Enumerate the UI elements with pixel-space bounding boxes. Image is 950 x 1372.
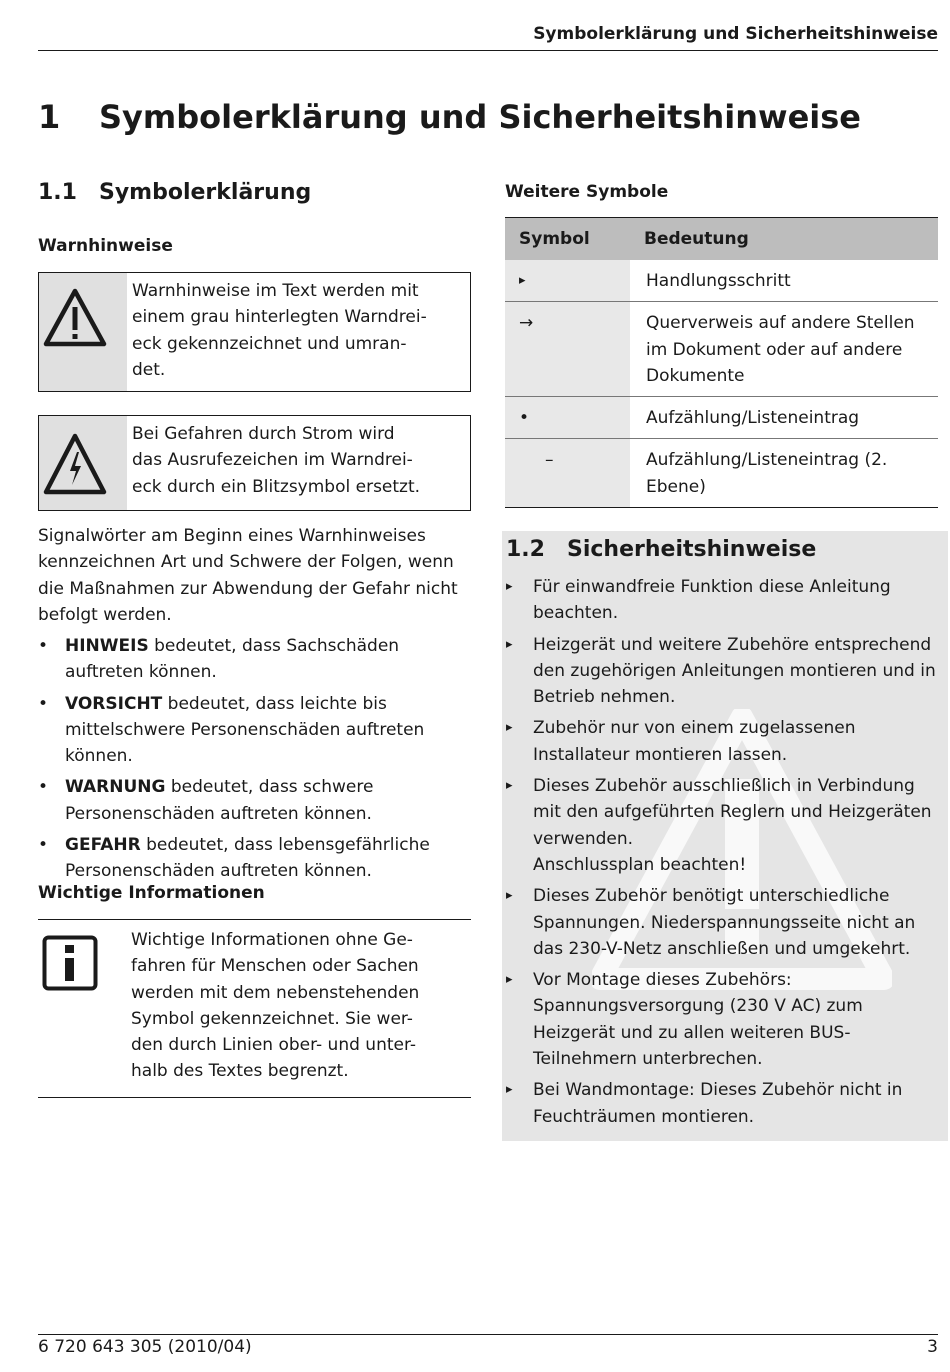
running-header bbox=[38, 24, 938, 51]
column-symbol-header: Symbol bbox=[505, 218, 630, 261]
electric-icon-cell bbox=[39, 416, 127, 510]
section-1-1-number: 1.1 bbox=[38, 180, 77, 205]
safety-box bbox=[502, 531, 948, 1141]
list-item: ▸ Vor Montage dieses Zubehörs: Spannungsversorgung (230 V AC) zum Heizgerät und zu allen weiteren BUS-Teilnehmern unterbrechen. bbox=[506, 967, 942, 1072]
signal-word-text: bedeutet, dass Sachschäden auftreten können. bbox=[65, 636, 400, 683]
info-heading: Wichtige Informationen bbox=[38, 883, 265, 903]
safety-list bbox=[506, 574, 942, 1135]
table-row bbox=[505, 397, 938, 439]
signal-word: WARNUNG bbox=[65, 777, 166, 798]
meaning-cell: Aufzählung/Listeneintrag bbox=[630, 397, 938, 439]
section-1-1-heading bbox=[38, 180, 311, 205]
warning-box-general bbox=[38, 272, 471, 392]
warning-triangle-icon bbox=[43, 287, 107, 349]
signal-word-text: bedeutet, dass schwere Personenschäden auftreten können. bbox=[65, 777, 374, 824]
table-row bbox=[505, 260, 938, 302]
symbol-cell: ▸ bbox=[505, 260, 630, 302]
warning-box-general-text: Warnhinweise im Text werden mit einem grau hinterlegten Warndrei- eck gekennzeichnet und umran- det. bbox=[132, 281, 427, 380]
signal-words-list bbox=[38, 633, 474, 890]
symbols-table bbox=[505, 217, 938, 508]
list-item: ▸ Heizgerät und weitere Zubehöre entsprechend den zugehörigen Anleitungen montieren und in Betrieb nehmen. bbox=[506, 632, 942, 711]
electric-warning-icon bbox=[43, 432, 107, 498]
running-header-title: Symbolerklärung und Sicherheitshinweise bbox=[533, 24, 938, 44]
section-1-2-heading bbox=[506, 537, 816, 563]
meaning-cell: Aufzählung/Listeneintrag (2. Ebene) bbox=[630, 439, 938, 508]
signal-word: VORSICHT bbox=[65, 693, 163, 714]
list-item: ▸ Für einwandfreie Funktion diese Anleitung beachten. bbox=[506, 574, 942, 627]
section-1-2-number: 1.2 bbox=[506, 537, 545, 562]
list-item bbox=[38, 633, 474, 686]
signal-words-paragraph: Signalwörter am Beginn eines Warnhinweises kennzeichnen Art und Schwere der Folgen, wenn die Maßnahmen zur Abwendung der Gefahr nicht befolgt werden. bbox=[38, 526, 458, 625]
meaning-cell: Handlungsschritt bbox=[630, 260, 938, 302]
warning-icon-cell bbox=[39, 273, 127, 391]
symbol-cell: → bbox=[505, 302, 630, 397]
list-item: ▸ Zubehör nur von einem zugelassenen Installateur montieren lassen. bbox=[506, 715, 942, 768]
meaning-cell: Querverweis auf andere Stellen im Dokument oder auf andere Dokumente bbox=[630, 302, 938, 397]
column-meaning-header: Bedeutung bbox=[630, 218, 938, 261]
page-number: 3 bbox=[927, 1337, 938, 1357]
chapter-title-text: Symbolerklärung und Sicherheitshinweise bbox=[99, 98, 861, 136]
section-1-2-title: Sicherheitshinweise bbox=[567, 537, 817, 562]
symbol-cell: • bbox=[505, 397, 630, 439]
warning-box-electric bbox=[38, 415, 471, 511]
signal-word-text: bedeutet, dass leichte bis mittelschwere Personenschäden auftreten können. bbox=[65, 693, 425, 767]
section-1-1-title: Symbolerklärung bbox=[99, 180, 312, 205]
info-box-text: Wichtige Informationen ohne Ge- fahren für Menschen oder Sachen werden mit dem nebenstehenden Symbol gekennzeichnet. Sie wer- den durch Linien ober- und unter- halb des Textes begrenzt. bbox=[131, 930, 420, 1082]
signal-word-text: bedeutet, dass lebensgefährliche Personenschäden auftreten können. bbox=[65, 835, 430, 882]
warn-heading: Warnhinweise bbox=[38, 236, 173, 256]
signal-word: HINWEIS bbox=[65, 636, 149, 656]
symbol-cell: – bbox=[505, 439, 630, 508]
table-row bbox=[505, 302, 938, 397]
table-row bbox=[505, 439, 938, 508]
info-icon bbox=[42, 935, 98, 991]
signal-word: GEFAHR bbox=[65, 835, 141, 856]
list-item bbox=[38, 691, 474, 770]
list-item bbox=[38, 832, 474, 885]
chapter-number: 1 bbox=[38, 98, 61, 136]
symbols-heading: Weitere Symbole bbox=[505, 182, 669, 202]
table-header-row bbox=[505, 218, 938, 261]
document-number: 6 720 643 305 (2010/04) bbox=[38, 1337, 252, 1357]
page-footer bbox=[38, 1334, 938, 1357]
list-item: ▸ Dieses Zubehör ausschließlich in Verbindung mit den aufgeführten Reglern und Heizgeräten verwenden. Anschlussplan beachten! bbox=[506, 773, 942, 878]
chapter-title bbox=[38, 98, 861, 136]
list-item bbox=[38, 774, 474, 827]
list-item: ▸ Dieses Zubehör benötigt unterschiedliche Spannungen. Niederspannungsseite nicht an das 230-V-Netz anschließen und umgekehrt. bbox=[506, 883, 942, 962]
list-item: ▸ Bei Wandmontage: Dieses Zubehör nicht in Feuchträumen montieren. bbox=[506, 1077, 942, 1130]
warning-box-electric-text: Bei Gefahren durch Strom wird das Ausrufezeichen im Warndrei- eck durch ein Blitzsymbol ersetzt. bbox=[132, 424, 421, 497]
info-box bbox=[38, 919, 471, 1098]
